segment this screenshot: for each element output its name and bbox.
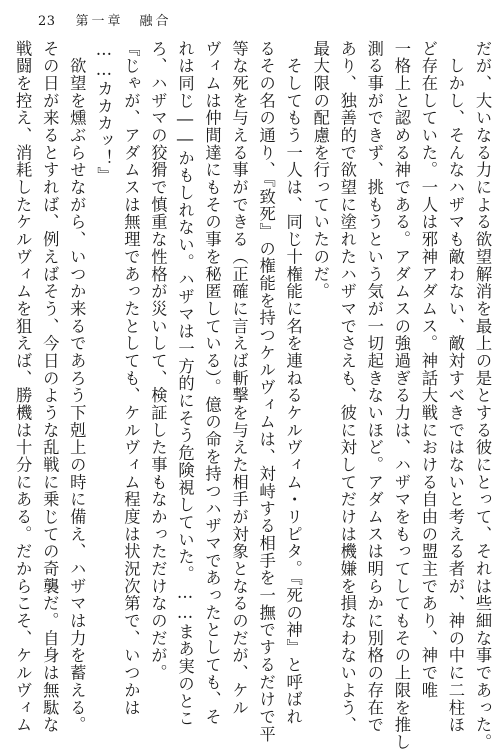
chapter-title: 第一章 融合 [75,14,172,29]
text-line: 『じゃが、アダムスは無理であったとしても、ケルヴィム程度は状況次第で、いつかは [121,40,141,717]
text-line: 最大限の配慮を行っていたのだ。 [310,40,330,301]
page-header [38,12,172,32]
text-line: だが、大いなる力による欲望解消を最上の是とする彼にとって、それは些細な事であった。 [473,40,492,751]
page-number: 23 [38,14,56,29]
text-line: るその名の通り、『致死』の権能を持つケルヴィムは、対峙する相手を一撫でするだけで平 [256,40,276,743]
text-line: 等な死を与える事ができる（正確に言えば斬撃を与えた相手が対象となるのだが、ケル [229,40,249,717]
text-line: しかし、そんなハザマも敵わない、敵対すべきではないと考える者が、神の中に二柱ほ [445,40,465,734]
text-line: 欲望を燻ぶらせながら、いつか来るであろう下剋上の時に備え、ハザマは力を蓄える。 [67,40,87,734]
text-line: その日が来るとすれば、例えばそう、今日のような乱戦に乗じての奇襲だ。自身は無駄な [40,40,60,734]
text-line: そしてもう一人は、同じ十権能に名を連ねるケルヴィム・リピタ。『死の神』と呼ばれ [283,40,303,726]
text-line: ど存在していた。一人は邪神アダムス。神話大戦における自由の盟主であり、神で唯 [418,40,438,699]
body-text [13,40,496,751]
text-line: ろ、ハザマの狡猾で慎重な性格が災いして、検証した事もなかっただけなのだが。 [148,40,168,682]
text-line: れは同じ――かもしれない。ハザマは一方的にそう危険視していた。……まあ実のとこ [175,40,195,728]
text-line: ……カカカッ！』 [94,40,114,185]
text-line: 戦闘を控え、消耗したケルヴィムを狙えば、勝機は十分にある。だからこそ、ケルヴィム [13,40,33,734]
text-line: ヴィムは仲間達にもその事を秘匿している）。億の命を持つハザマであったとしても、そ [202,40,222,726]
text-line: 一格上と認める神である。アダムスの強過ぎる力は、ハザマをもってしてもその上限を推し [391,40,411,751]
text-line: あり、独善的で欲望に塗れたハザマでさえも、彼に対してだけは機嫌を損なわないよう、 [337,40,357,734]
text-line: 測る事ができず、挑もうという気が一切起きないほど。アダムスは明らかに別格の存在で [364,40,384,734]
